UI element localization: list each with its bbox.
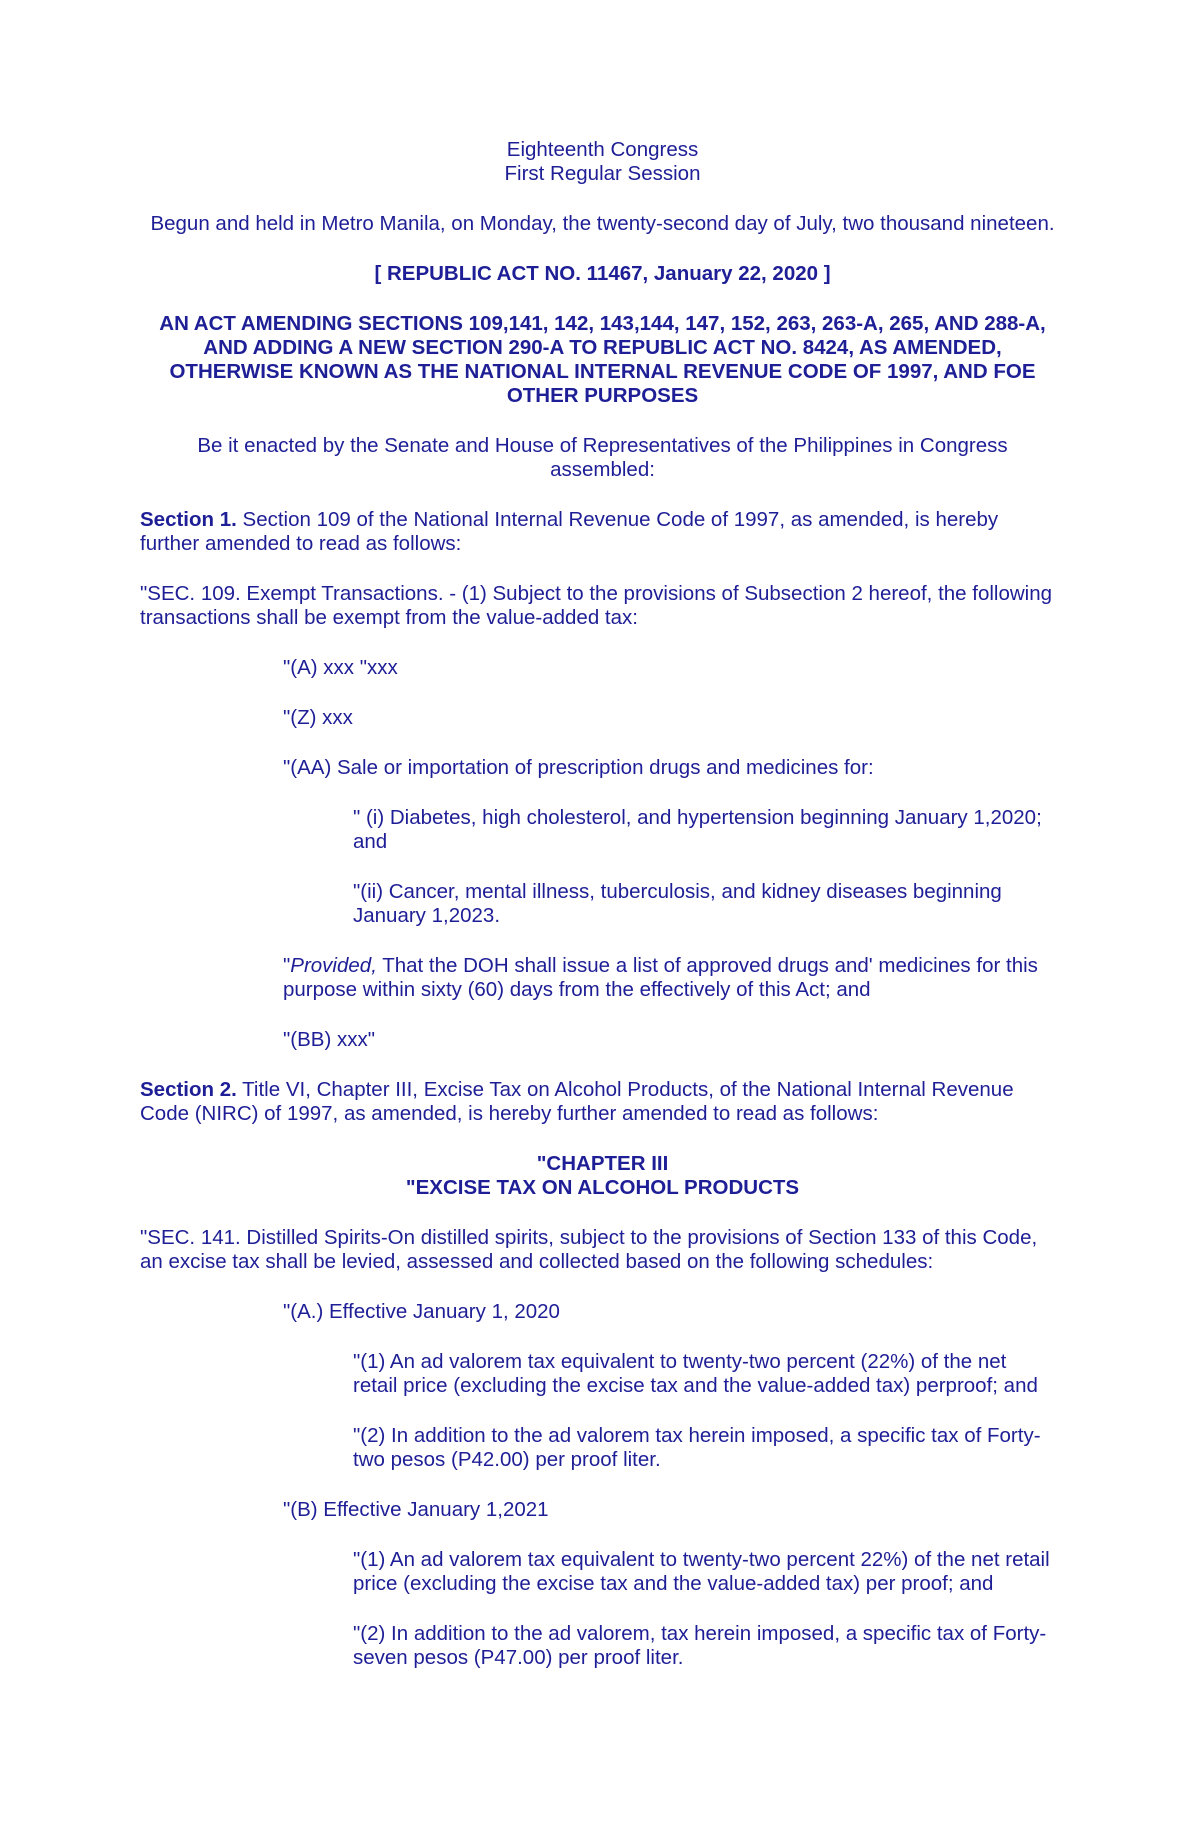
act-title-line: AN ACT AMENDING SECTIONS 109,141, 142, 143,144, 147, 152, 263, 263-A, 265, AND 288-A, [159,312,1046,335]
sec-141-text: an excise tax shall be levied, assessed and collected based on the following schedules: [140,1250,934,1273]
item-aa-i-text: and [353,830,388,853]
proviso-text: purpose within sixty (60) days from the effectively of this Act; and [283,978,871,1001]
spacer [140,186,1065,212]
enacting-line: Be it enacted by the Senate and House of Representatives of the Philippines in Congress [197,434,1008,457]
spacer [140,1324,1065,1350]
proviso-text: That the DOH shall issue a list of approved drugs and' medicines for this [376,954,1038,977]
enacting-line: assembled: [550,458,655,481]
act-title-line: OTHERWISE KNOWN AS THE NATIONAL INTERNAL REVENUE CODE OF 1997, AND FOE [169,360,1036,383]
spacer [140,236,1065,262]
spacer [140,1398,1065,1424]
schedule-text: two pesos (P42.00) per proof liter. [353,1448,661,1471]
schedule-a-1 [140,1350,1065,1398]
schedule-b-1 [140,1548,1065,1596]
item-aa-ii [140,880,1065,928]
item-aa-i-text: " (i) Diabetes, high cholesterol, and hypertension beginning January 1,2020; [353,806,1042,829]
item-z: "(Z) xxx [283,706,353,729]
spacer [140,286,1065,312]
section-2-text: Title VI, Chapter III, Excise Tax on Alcohol Products, of the National Internal Revenue [236,1078,1014,1101]
item-aa: "(AA) Sale or importation of prescription drugs and medicines for: [283,756,874,779]
proviso-italic: Provided, [290,954,377,977]
schedule-b-heading: "(B) Effective January 1,2021 [283,1498,549,1521]
chapter-heading [140,1152,1065,1200]
schedule-a-2 [140,1424,1065,1472]
schedule-b-2 [140,1622,1065,1670]
spacer [140,1472,1065,1498]
sec-109-text: "SEC. 109. Exempt Transactions. - (1) Subject to the provisions of Subsection 2 hereof, the following [140,582,1053,605]
document-page [140,138,1065,1670]
spacer [140,556,1065,582]
schedule-text: "(1) An ad valorem tax equivalent to twenty-two percent 22%) of the net retail [353,1548,1050,1571]
spacer [140,680,1065,706]
sec-141 [140,1226,1065,1274]
item-aa-i [140,806,1065,854]
item-aa-ii-text: "(ii) Cancer, mental illness, tuberculosis, and kidney diseases beginning [353,880,1002,903]
schedule-text: "(2) In addition to the ad valorem, tax herein imposed, a specific tax of Forty- [353,1622,1047,1645]
item-a: "(A) xxx "xxx [283,656,398,679]
spacer [140,854,1065,880]
spacer [140,1052,1065,1078]
spacer [140,1002,1065,1028]
section-1 [140,508,1065,556]
spacer [140,1274,1065,1300]
proviso-quote: " [283,954,291,977]
spacer [140,1596,1065,1622]
schedule-a-heading: "(A.) Effective January 1, 2020 [283,1300,560,1323]
act-title-line: OTHER PURPOSES [506,384,699,407]
spacer [140,1126,1065,1152]
section-2-label: Section 2. [140,1078,237,1101]
proviso [140,954,1065,1002]
act-title [140,312,1065,408]
section-1-label: Section 1. [140,508,237,531]
section-1-text: further amended to read as follows: [140,532,462,555]
session-line: First Regular Session [504,162,701,185]
enacting-clause [140,434,1065,482]
spacer [140,1200,1065,1226]
spacer [140,1522,1065,1548]
schedule-text: "(2) In addition to the ad valorem tax herein imposed, a specific tax of Forty- [353,1424,1041,1447]
item-aa-ii-text: January 1,2023. [353,904,501,927]
section-1-text: Section 109 of the National Internal Revenue Code of 1997, as amended, is hereby [236,508,999,531]
section-2-text: Code (NIRC) of 1997, as amended, is hereby further amended to read as follows: [140,1102,879,1125]
act-title-line: AND ADDING A NEW SECTION 290-A TO REPUBLIC ACT NO. 8424, AS AMENDED, [203,336,1002,359]
act-number: [ REPUBLIC ACT NO. 11467, January 22, 2020 ] [374,262,831,285]
spacer [140,630,1065,656]
spacer [140,408,1065,434]
spacer [140,482,1065,508]
spacer [140,780,1065,806]
schedule-text: "(1) An ad valorem tax equivalent to twenty-two percent (22%) of the net [353,1350,1007,1373]
schedule-text: price (excluding the excise tax and the value-added tax) per proof; and [353,1572,994,1595]
held-line: Begun and held in Metro Manila, on Monday, the twenty-second day of July, two thousand nineteen. [150,212,1055,235]
sec-109 [140,582,1065,630]
schedule-text: retail price (excluding the excise tax and the value-added tax) perproof; and [353,1374,1038,1397]
section-2 [140,1078,1065,1126]
spacer [140,730,1065,756]
congress-line: Eighteenth Congress [506,138,699,161]
sec-109-text: transactions shall be exempt from the value-added tax: [140,606,638,629]
chapter-heading-line: "EXCISE TAX ON ALCOHOL PRODUCTS [405,1176,800,1199]
item-bb: "(BB) xxx" [283,1028,375,1051]
spacer [140,928,1065,954]
chapter-heading-line: "CHAPTER III [536,1152,669,1175]
schedule-text: seven pesos (P47.00) per proof liter. [353,1646,684,1669]
sec-141-text: "SEC. 141. Distilled Spirits-On distilled spirits, subject to the provisions of Section 133 of this Code, [140,1226,1038,1249]
